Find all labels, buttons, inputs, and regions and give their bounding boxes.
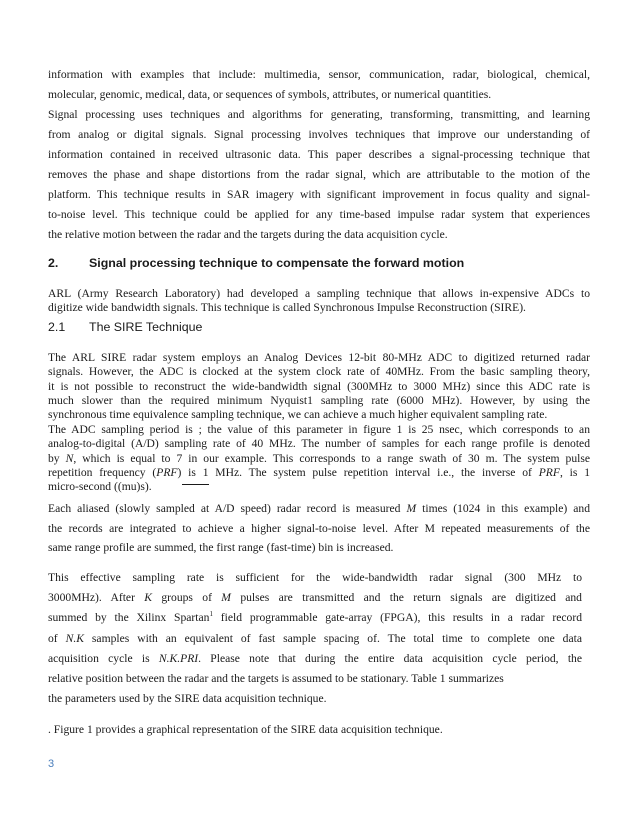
page-number: 3 [48, 758, 55, 770]
intro-paragraph [48, 65, 590, 245]
text-line: summed by the Xilinx Spartan$^1$ field programmable gate-array (FPGA), this results in a radar record [48, 610, 582, 625]
text-line: synchronous time equivalence sampling technique, we can achieve a much higher equivalent sampling rate. [48, 408, 548, 422]
text-line: it is not possible to reconstruct the wide-bandwidth signal (300MHz to 3000 MHz) since this ADC rate is [48, 379, 590, 393]
text-line: much slower than the required minimum Nyquist1 sampling rate (6000 MHz). However, by using the [48, 393, 590, 407]
underline-mark [182, 484, 209, 485]
section-2-number: 2. [48, 256, 59, 270]
text-line: This effective sampling rate is sufficient for the wide-bandwidth radar signal (300 MHz to [48, 571, 582, 584]
section-2-heading: Signal processing technique to compensate the forward motion [89, 256, 465, 270]
text-line: acquisition cycle is N.K.PRI. Please note that during the entire data acquisition cycle period, the [48, 651, 582, 665]
arl-paragraph [48, 287, 590, 316]
text-line: information contained in received ultrasonic data. This paper describes a signal-processing technique that [48, 148, 590, 161]
sire-paragraph [48, 351, 590, 422]
text-line: ARL (Army Research Laboratory) had developed a sampling technique that allows in-expensive ADCs to [48, 287, 590, 300]
text-line: The ARL SIRE radar system employs an Analog Devices 12-bit 80-MHz ADC to digitized returned radar [48, 351, 590, 364]
text-line: the records are integrated to achieve a higher signal-to-noise level. After M repeated measurements of the [48, 521, 590, 535]
section-2-1-heading: The SIRE Technique [89, 320, 203, 334]
text-line: digitize wide bandwidth signals. This technique is called Synchronous Impulse Reconstruction (SIRE). [48, 301, 526, 315]
text-line: repetition frequency (PRF) is 1 MHz. The system pulse repetition interval i.e., the inverse of PRF, is 1 [48, 465, 590, 479]
text-line: relative position between the radar and the targets is assumed to be stationary. Table 1 summarizes [48, 671, 504, 685]
text-line: analog-to-digital (A/D) sampling rate of 40 MHz. The number of samples for each range profile is denoted [48, 437, 590, 451]
text-line: The ADC sampling period is ; the value of this parameter in figure 1 is 25 nsec, which corresponds to an [48, 423, 590, 436]
effective-rate-paragraph [48, 568, 582, 709]
text-line: to-noise level. This technique could be applied for any time-based impulse radar system that experiences [48, 208, 590, 221]
text-line: the relative motion between the radar and the targets during the data acquisition cycle. [48, 228, 448, 241]
text-line: from analog or digital signals. Signal processing involves techniques that improve our understanding of [48, 128, 590, 141]
text-line: platform. This technique results in SAR imagery with significant improvement in focus quality and signal- [48, 188, 590, 201]
text-line: the parameters used by the SIRE data acquisition technique. [48, 692, 327, 706]
text-line: 3000MHz). After K groups of M pulses are transmitted and the return signals are digitized and [48, 591, 582, 605]
text-line: information with examples that include: multimedia, sensor, communication, radar, biological, chemical, [48, 68, 590, 81]
text-line: Each aliased (slowly sampled at A/D speed) radar record is measured M times (1024 in this example) and [48, 502, 590, 515]
text-line: same range profile are summed, the first range (fast-time) bin is increased. [48, 541, 394, 554]
text-line: micro-second ((mu)s). [48, 480, 152, 494]
adc-paragraph [48, 423, 590, 494]
text-line: by N, which is equal to 7 in our example. This corresponds to a range swath of 30 m. The system pulse [48, 451, 590, 465]
figure-reference-paragraph [48, 718, 590, 741]
text-line: removes the phase and shape distortions from the radar signal, which are attributable to the motion of the [48, 168, 590, 181]
text-line: Signal processing uses techniques and algorithms for generating, transforming, transmitting, and learning [48, 108, 590, 121]
section-2-1-number: 2.1 [48, 320, 66, 334]
text-line: of N.K samples with an equivalent of fast sample spacing of. The total time to complete one data [48, 631, 582, 645]
text-line: molecular, genomic, medical, data, or sequences of symbols, attributes, or numerical quantities. [48, 88, 492, 101]
text-line: signals. However, the ADC is clocked at the system clock rate of 40MHz. From the basic sampling theory, [48, 365, 590, 379]
text-line: . Figure 1 provides a graphical representation of the SIRE data acquisition technique. [48, 723, 443, 736]
aliased-paragraph [48, 499, 590, 558]
